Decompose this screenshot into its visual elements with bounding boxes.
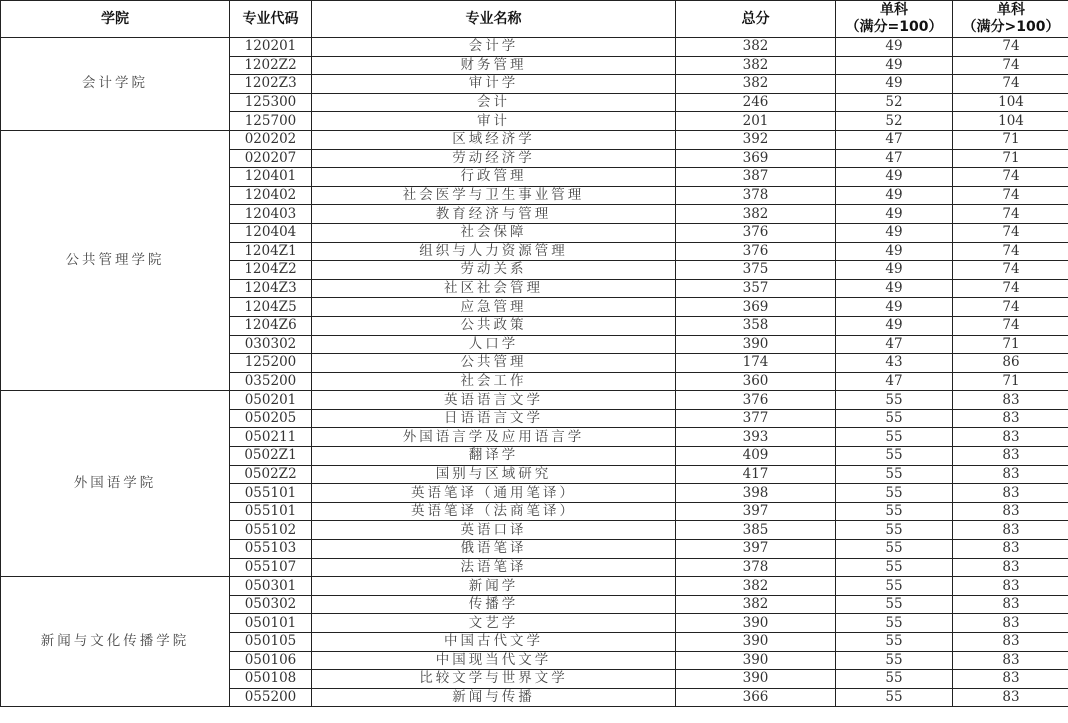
- major-name-cell: 中国现当代文学: [312, 651, 676, 670]
- major-code-cell: 120401: [230, 168, 312, 187]
- major-code-cell: 050105: [230, 633, 312, 652]
- header-college: 学院: [1, 1, 230, 38]
- single-gt100-cell: 74: [953, 75, 1068, 94]
- total-score-cell: 382: [676, 56, 836, 75]
- header-row: [1, 1, 1068, 38]
- single-100-cell: 47: [836, 149, 953, 168]
- major-code-cell: 120404: [230, 223, 312, 242]
- total-score-cell: 397: [676, 502, 836, 521]
- major-code-cell: 055107: [230, 558, 312, 577]
- single-100-cell: 55: [836, 521, 953, 540]
- total-score-cell: 392: [676, 130, 836, 149]
- total-score-cell: 390: [676, 614, 836, 633]
- single-100-cell: 52: [836, 112, 953, 131]
- single-100-cell: 55: [836, 670, 953, 689]
- total-score-cell: 390: [676, 651, 836, 670]
- single-100-cell: 55: [836, 614, 953, 633]
- single-gt100-cell: 83: [953, 595, 1068, 614]
- total-score-cell: 409: [676, 447, 836, 466]
- single-gt100-cell: 86: [953, 354, 1068, 373]
- single-100-cell: 55: [836, 688, 953, 707]
- single-100-cell: 49: [836, 205, 953, 224]
- total-score-cell: 393: [676, 428, 836, 447]
- single-100-cell: 55: [836, 391, 953, 410]
- total-score-cell: 390: [676, 670, 836, 689]
- table-body: [1, 38, 1068, 707]
- major-name-cell: 传播学: [312, 595, 676, 614]
- single-gt100-cell: 74: [953, 223, 1068, 242]
- college-cell: 公共管理学院: [1, 130, 230, 390]
- major-name-cell: 法语笔译: [312, 558, 676, 577]
- total-score-cell: 369: [676, 298, 836, 317]
- major-name-cell: 审计: [312, 112, 676, 131]
- single-gt100-cell: 83: [953, 614, 1068, 633]
- single-gt100-cell: 83: [953, 577, 1068, 596]
- total-score-cell: 246: [676, 93, 836, 112]
- single-100-cell: 49: [836, 186, 953, 205]
- single-gt100-cell: 74: [953, 186, 1068, 205]
- major-name-cell: 英语笔译（通用笔译）: [312, 484, 676, 503]
- total-score-cell: 390: [676, 633, 836, 652]
- major-name-cell: 人口学: [312, 335, 676, 354]
- total-score-cell: 382: [676, 75, 836, 94]
- major-code-cell: 120201: [230, 38, 312, 57]
- single-100-cell: 55: [836, 540, 953, 559]
- table-row: [1, 38, 1068, 57]
- single-100-cell: 47: [836, 130, 953, 149]
- major-code-cell: 050205: [230, 409, 312, 428]
- major-name-cell: 会计学: [312, 38, 676, 57]
- single-100-cell: 49: [836, 223, 953, 242]
- single-100-cell: 55: [836, 409, 953, 428]
- total-score-cell: 357: [676, 279, 836, 298]
- single-gt100-cell: 104: [953, 112, 1068, 131]
- single-gt100-cell: 83: [953, 465, 1068, 484]
- header-single-100-line1: 单科: [880, 2, 908, 18]
- single-gt100-cell: 74: [953, 56, 1068, 75]
- single-100-cell: 55: [836, 465, 953, 484]
- major-code-cell: 125700: [230, 112, 312, 131]
- major-name-cell: 新闻学: [312, 577, 676, 596]
- total-score-cell: 398: [676, 484, 836, 503]
- major-code-cell: 0502Z2: [230, 465, 312, 484]
- major-name-cell: 俄语笔译: [312, 540, 676, 559]
- major-name-cell: 国别与区域研究: [312, 465, 676, 484]
- single-100-cell: 49: [836, 261, 953, 280]
- major-name-cell: 会计: [312, 93, 676, 112]
- major-code-cell: 020207: [230, 149, 312, 168]
- major-name-cell: 审计学: [312, 75, 676, 94]
- table-row: [1, 577, 1068, 596]
- single-gt100-cell: 83: [953, 428, 1068, 447]
- major-code-cell: 1204Z5: [230, 298, 312, 317]
- single-gt100-cell: 74: [953, 242, 1068, 261]
- total-score-cell: 382: [676, 205, 836, 224]
- total-score-cell: 366: [676, 688, 836, 707]
- single-100-cell: 49: [836, 298, 953, 317]
- major-name-cell: 组织与人力资源管理: [312, 242, 676, 261]
- major-code-cell: 120402: [230, 186, 312, 205]
- single-100-cell: 55: [836, 447, 953, 466]
- single-gt100-cell: 83: [953, 540, 1068, 559]
- single-100-cell: 49: [836, 75, 953, 94]
- major-name-cell: 应急管理: [312, 298, 676, 317]
- major-name-cell: 中国古代文学: [312, 633, 676, 652]
- major-code-cell: 055101: [230, 502, 312, 521]
- header-single-subject-100: [836, 1, 953, 38]
- major-code-cell: 125200: [230, 354, 312, 373]
- major-name-cell: 比较文学与世界文学: [312, 670, 676, 689]
- table-row: [1, 130, 1068, 149]
- single-gt100-cell: 83: [953, 558, 1068, 577]
- single-100-cell: 43: [836, 354, 953, 373]
- single-gt100-cell: 74: [953, 279, 1068, 298]
- major-code-cell: 055103: [230, 540, 312, 559]
- college-cell: 新闻与文化传播学院: [1, 577, 230, 707]
- total-score-cell: 358: [676, 316, 836, 335]
- single-gt100-cell: 83: [953, 688, 1068, 707]
- single-gt100-cell: 104: [953, 93, 1068, 112]
- single-gt100-cell: 71: [953, 335, 1068, 354]
- single-gt100-cell: 83: [953, 484, 1068, 503]
- major-code-cell: 050301: [230, 577, 312, 596]
- total-score-cell: 360: [676, 372, 836, 391]
- total-score-cell: 382: [676, 577, 836, 596]
- major-code-cell: 1204Z1: [230, 242, 312, 261]
- single-100-cell: 49: [836, 242, 953, 261]
- total-score-cell: 385: [676, 521, 836, 540]
- major-name-cell: 社区社会管理: [312, 279, 676, 298]
- major-name-cell: 英语语言文学: [312, 391, 676, 410]
- header-major-name: 专业名称: [312, 1, 676, 38]
- major-code-cell: 0502Z1: [230, 447, 312, 466]
- total-score-cell: 377: [676, 409, 836, 428]
- single-gt100-cell: 74: [953, 38, 1068, 57]
- major-name-cell: 社会工作: [312, 372, 676, 391]
- single-gt100-cell: 83: [953, 633, 1068, 652]
- major-code-cell: 050101: [230, 614, 312, 633]
- single-gt100-cell: 74: [953, 168, 1068, 187]
- single-gt100-cell: 71: [953, 149, 1068, 168]
- single-gt100-cell: 71: [953, 130, 1068, 149]
- single-gt100-cell: 74: [953, 316, 1068, 335]
- single-gt100-cell: 83: [953, 391, 1068, 410]
- total-score-cell: 382: [676, 38, 836, 57]
- college-cell: 会计学院: [1, 38, 230, 131]
- single-100-cell: 55: [836, 558, 953, 577]
- single-100-cell: 49: [836, 168, 953, 187]
- major-code-cell: 050302: [230, 595, 312, 614]
- major-name-cell: 翻译学: [312, 447, 676, 466]
- major-name-cell: 行政管理: [312, 168, 676, 187]
- major-code-cell: 055102: [230, 521, 312, 540]
- major-name-cell: 劳动关系: [312, 261, 676, 280]
- total-score-cell: 397: [676, 540, 836, 559]
- major-code-cell: 020202: [230, 130, 312, 149]
- table-row: [1, 391, 1068, 410]
- single-100-cell: 55: [836, 484, 953, 503]
- major-name-cell: 公共管理: [312, 354, 676, 373]
- major-name-cell: 日语语言文学: [312, 409, 676, 428]
- single-gt100-cell: 83: [953, 670, 1068, 689]
- major-name-cell: 社会保障: [312, 223, 676, 242]
- single-100-cell: 49: [836, 56, 953, 75]
- total-score-cell: 375: [676, 261, 836, 280]
- single-100-cell: 49: [836, 279, 953, 298]
- major-name-cell: 劳动经济学: [312, 149, 676, 168]
- total-score-cell: 201: [676, 112, 836, 131]
- total-score-cell: 376: [676, 223, 836, 242]
- header-single-gt100-line2: （满分>100）: [962, 19, 1060, 35]
- total-score-cell: 376: [676, 391, 836, 410]
- major-name-cell: 公共政策: [312, 316, 676, 335]
- single-gt100-cell: 83: [953, 651, 1068, 670]
- single-gt100-cell: 74: [953, 298, 1068, 317]
- major-code-cell: 050108: [230, 670, 312, 689]
- single-100-cell: 47: [836, 335, 953, 354]
- major-code-cell: 1202Z2: [230, 56, 312, 75]
- single-100-cell: 55: [836, 633, 953, 652]
- header-single-gt100-line1: 单科: [997, 2, 1025, 18]
- single-100-cell: 49: [836, 38, 953, 57]
- major-code-cell: 1202Z3: [230, 75, 312, 94]
- single-100-cell: 47: [836, 372, 953, 391]
- header-major-code: 专业代码: [230, 1, 312, 38]
- major-name-cell: 外国语言学及应用语言学: [312, 428, 676, 447]
- major-code-cell: 030302: [230, 335, 312, 354]
- single-gt100-cell: 74: [953, 205, 1068, 224]
- single-100-cell: 52: [836, 93, 953, 112]
- single-gt100-cell: 83: [953, 502, 1068, 521]
- total-score-cell: 387: [676, 168, 836, 187]
- major-name-cell: 社会医学与卫生事业管理: [312, 186, 676, 205]
- total-score-cell: 390: [676, 335, 836, 354]
- single-gt100-cell: 83: [953, 521, 1068, 540]
- major-code-cell: 035200: [230, 372, 312, 391]
- major-name-cell: 教育经济与管理: [312, 205, 676, 224]
- major-code-cell: 055200: [230, 688, 312, 707]
- single-100-cell: 55: [836, 651, 953, 670]
- major-name-cell: 财务管理: [312, 56, 676, 75]
- single-gt100-cell: 83: [953, 447, 1068, 466]
- major-code-cell: 125300: [230, 93, 312, 112]
- major-name-cell: 文艺学: [312, 614, 676, 633]
- single-gt100-cell: 74: [953, 261, 1068, 280]
- college-cell: 外国语学院: [1, 391, 230, 577]
- single-100-cell: 55: [836, 502, 953, 521]
- total-score-cell: 376: [676, 242, 836, 261]
- major-code-cell: 050106: [230, 651, 312, 670]
- total-score-cell: 378: [676, 186, 836, 205]
- major-name-cell: 英语笔译（法商笔译）: [312, 502, 676, 521]
- major-code-cell: 050201: [230, 391, 312, 410]
- major-code-cell: 120403: [230, 205, 312, 224]
- major-code-cell: 1204Z3: [230, 279, 312, 298]
- single-gt100-cell: 71: [953, 372, 1068, 391]
- single-100-cell: 55: [836, 428, 953, 447]
- table-header: [1, 1, 1068, 38]
- single-100-cell: 55: [836, 595, 953, 614]
- single-100-cell: 55: [836, 577, 953, 596]
- total-score-cell: 174: [676, 354, 836, 373]
- major-code-cell: 1204Z2: [230, 261, 312, 280]
- header-total-score: 总分: [676, 1, 836, 38]
- single-gt100-cell: 83: [953, 409, 1068, 428]
- single-100-cell: 49: [836, 316, 953, 335]
- header-single-100-line2: （满分=100）: [845, 19, 943, 35]
- major-name-cell: 新闻与传播: [312, 688, 676, 707]
- major-name-cell: 英语口译: [312, 521, 676, 540]
- total-score-cell: 378: [676, 558, 836, 577]
- major-code-cell: 055101: [230, 484, 312, 503]
- major-name-cell: 区域经济学: [312, 130, 676, 149]
- total-score-cell: 382: [676, 595, 836, 614]
- header-single-subject-gt100: [953, 1, 1068, 38]
- major-code-cell: 050211: [230, 428, 312, 447]
- total-score-cell: 369: [676, 149, 836, 168]
- total-score-cell: 417: [676, 465, 836, 484]
- major-code-cell: 1204Z6: [230, 316, 312, 335]
